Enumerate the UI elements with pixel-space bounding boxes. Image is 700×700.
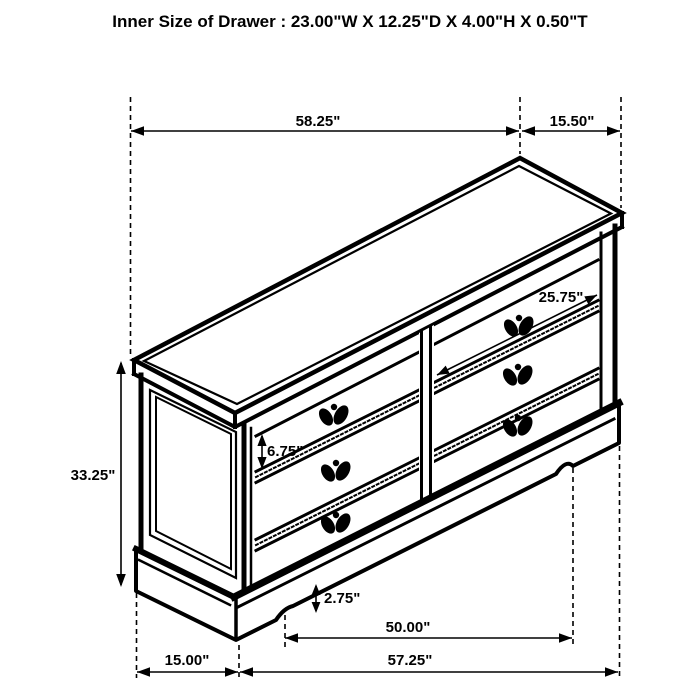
base-molding — [136, 403, 619, 640]
arrowhead — [559, 633, 572, 643]
drawer-handle — [500, 414, 536, 439]
dim-label-overall-height: 33.25" — [70, 467, 116, 484]
dim-label-drawer-width: 25.75" — [538, 289, 584, 306]
dim-label-apron-width: 50.00" — [385, 619, 431, 636]
arrowhead — [605, 667, 618, 677]
dim-label-bottom-depth: 15.00" — [164, 652, 210, 669]
arrowhead — [116, 574, 126, 587]
dim-label-top-width: 58.25" — [295, 113, 341, 130]
diagram-title: Inner Size of Drawer : 23.00"W X 12.25"D X 4.00"H X 0.50"T — [112, 12, 588, 31]
arrowhead — [116, 361, 126, 374]
dresser-drawing — [134, 158, 622, 640]
arrowhead — [225, 667, 238, 677]
arrowhead — [522, 126, 535, 136]
dim-overall-height — [71, 361, 126, 587]
dim-top-width — [131, 113, 519, 136]
dim-label-top-depth: 15.50" — [549, 113, 595, 130]
dim-apron-width — [285, 619, 572, 643]
arrowhead — [137, 667, 150, 677]
drawer-handle — [500, 363, 536, 388]
arrowhead — [131, 126, 144, 136]
dim-label-drawer-face-height: 6.75" — [267, 443, 304, 460]
arrowhead — [240, 667, 253, 677]
arrowhead — [285, 633, 298, 643]
center-stile — [419, 325, 434, 507]
dim-label-base-height: 2.75" — [324, 590, 361, 607]
dim-bottom-width — [240, 652, 618, 677]
arrowhead — [506, 126, 519, 136]
drawer-handle — [318, 511, 354, 536]
drawer-handle — [316, 403, 352, 428]
arrowhead — [607, 126, 620, 136]
arrowhead — [437, 366, 450, 375]
drawer-handle — [318, 459, 354, 484]
dim-label-bottom-width: 57.25" — [387, 652, 433, 669]
dim-top-depth — [522, 113, 620, 136]
dim-bottom-depth — [137, 652, 238, 677]
arrowhead — [312, 602, 321, 613]
